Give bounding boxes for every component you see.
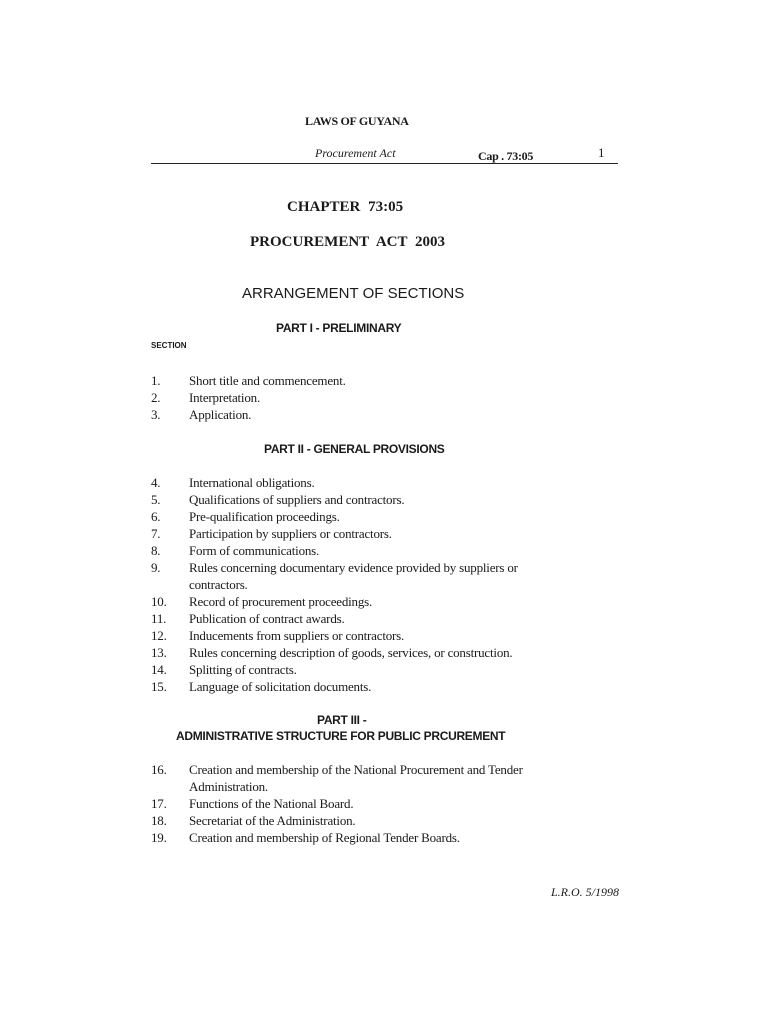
page-number: 1 [598,145,605,160]
section-title: Creation and membership of Regional Tender Boards. [189,830,460,845]
section-title: Inducements from suppliers or contractors. [189,628,405,643]
section-title: Creation and membership of the National Procurement and Tender Administration. [189,762,523,794]
section-number: 19. [151,830,167,845]
footer-reference: L.R.O. 5/1998 [551,885,620,899]
section-number: 7. [151,526,161,541]
section-title: Rules concerning description of goods, services, or construction. [189,645,513,660]
section-title: Qualifications of suppliers and contractors. [189,492,405,507]
section-title: Short title and commencement. [189,373,346,388]
section-number: 10. [151,594,167,609]
section-title: Language of solicitation documents. [189,679,372,694]
part-1-heading: PART I - PRELIMINARY [276,321,402,335]
section-number: 6. [151,509,161,524]
running-title: LAWS OF GUYANA [305,114,409,128]
act-title: PROCUREMENT ACT 2003 [250,234,445,250]
section-title: Form of communications. [189,543,320,558]
part-3-subheading: ADMINISTRATIVE STRUCTURE FOR PUBLIC PRCUREMENT [176,729,506,743]
section-number: 13. [151,645,167,660]
section-number: 16. [151,762,167,777]
section-title: Application. [189,407,252,422]
section-title: Functions of the National Board. [189,796,354,811]
section-number: 14. [151,662,167,677]
header-cap-number: Cap . 73:05 [478,149,534,163]
section-number: 2. [151,390,161,405]
section-number: 3. [151,407,161,422]
section-title: Publication of contract awards. [189,611,345,626]
section-number: 8. [151,543,161,558]
section-number: 1. [151,373,161,388]
section-number: 11. [151,611,167,626]
arrangement-title: ARRANGEMENT OF SECTIONS [242,285,465,302]
section-title: Rules concerning documentary evidence provided by suppliers or contractors. [189,560,518,592]
part-3-heading: PART III - [317,713,367,727]
section-title: International obligations. [189,475,315,490]
section-title: Record of procurement proceedings. [189,594,373,609]
section-title: Splitting of contracts. [189,662,297,677]
section-title: Interpretation. [189,390,260,405]
section-number: 4. [151,475,161,490]
section-number: 5. [151,492,161,507]
section-number: 12. [151,628,167,643]
section-number: 9. [151,560,161,575]
chapter-title: CHAPTER 73:05 [287,199,404,215]
header-act-name: Procurement Act [315,146,396,160]
section-title: Pre-qualification proceedings. [189,509,340,524]
section-title: Participation by suppliers or contractors. [189,526,392,541]
section-number: 18. [151,813,167,828]
part-2-heading: PART II - GENERAL PROVISIONS [264,442,445,456]
section-number: 15. [151,679,167,694]
section-title: Secretariat of the Administration. [189,813,356,828]
section-number: 17. [151,796,167,811]
header-divider [151,163,618,164]
section-column-label: SECTION [151,341,187,350]
